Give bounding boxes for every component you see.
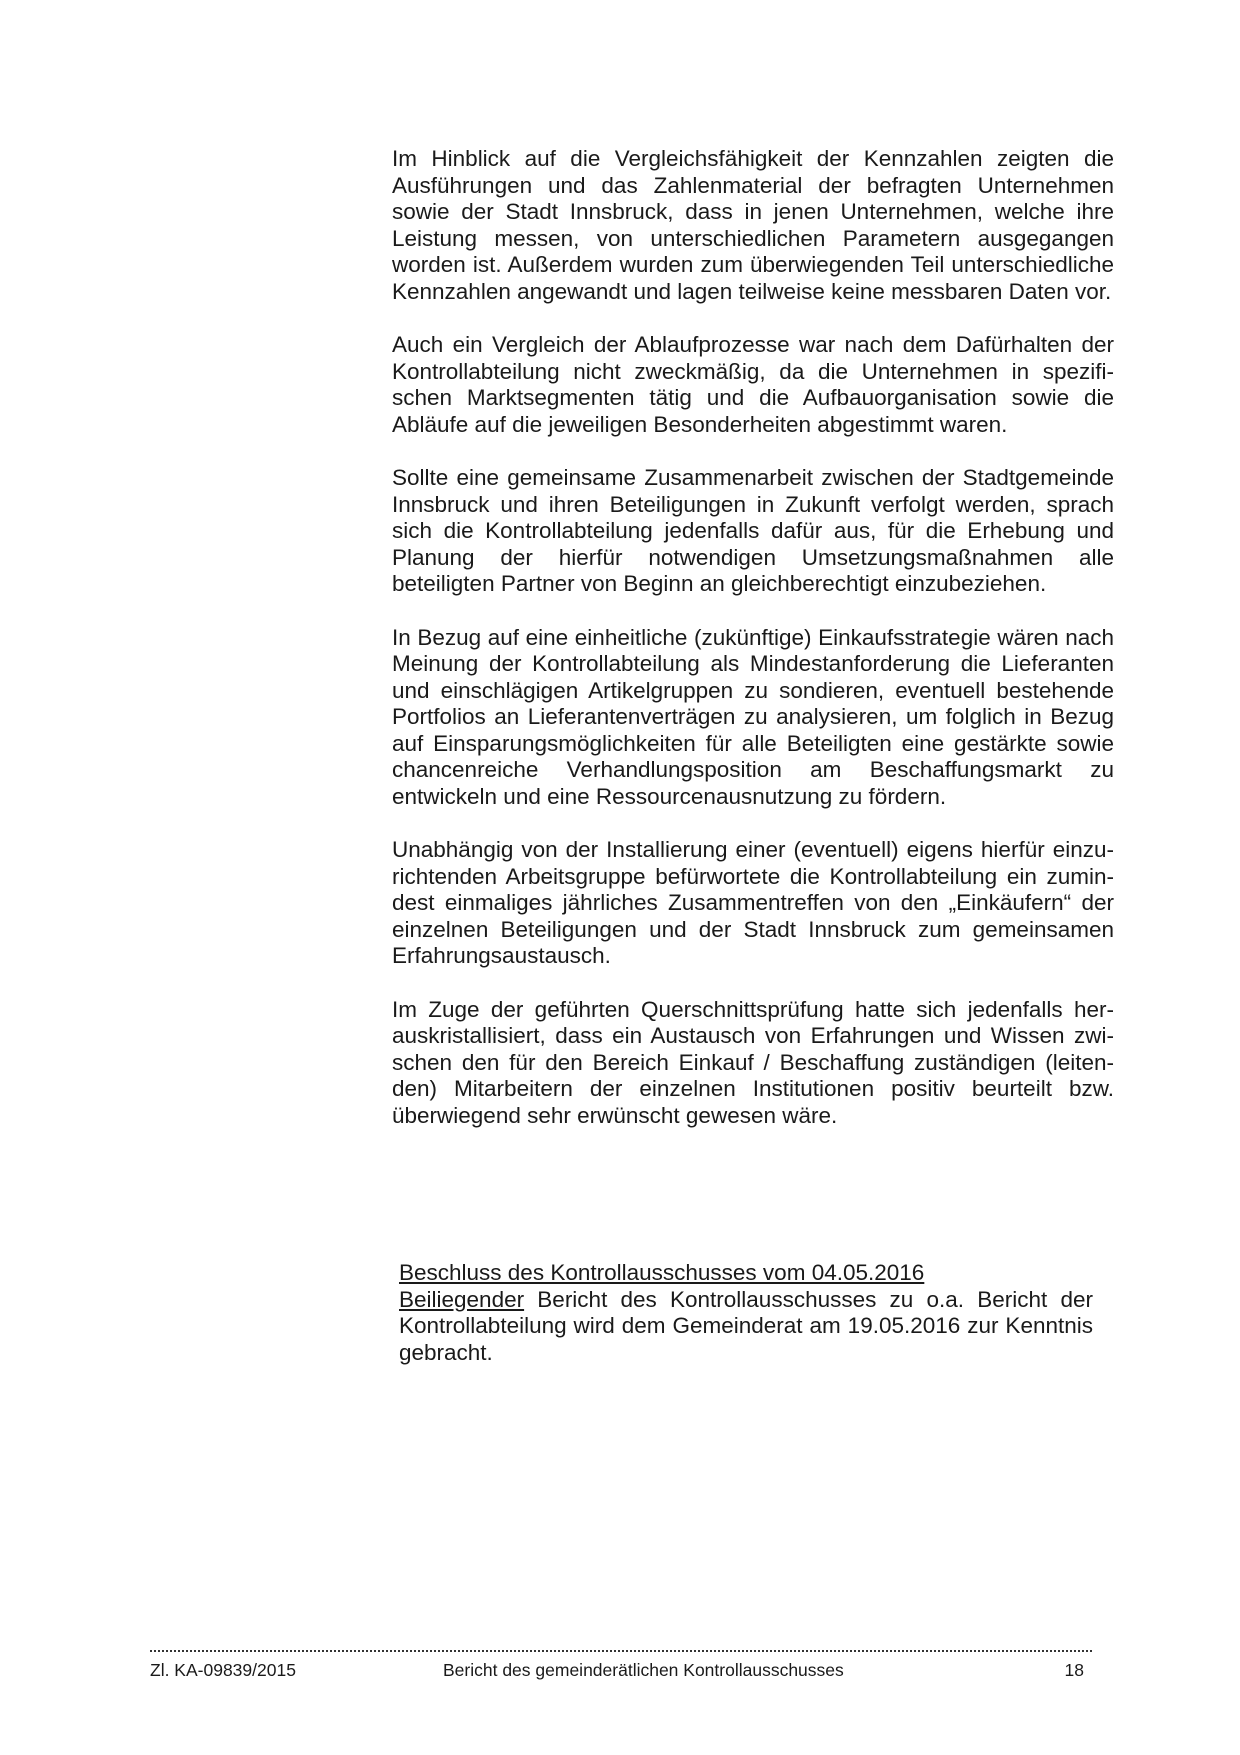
paragraph: In Bezug auf eine einheitliche (zukünftige) Einkaufsstrategie wären nach Meinung der Kontrollabteilung als Mindestanforderung die Lieferanten und einschlägigen Artikelgruppen zu sondieren, eventuell bestehende Portfolios an Lieferantenverträgen zu analysieren, um folglich in Bezug auf Einsparungsmöglichkeiten für alle Beteiligten eine gestärkte sowie chancenreiche Verhandlungsposition am Beschaffungsmarkt zu entwickeln und eine Ressourcenausnutzung zu fördern. <box>392 624 1114 809</box>
resolution-lead: Beiliegender <box>399 1286 525 1312</box>
resolution-heading: Beschluss des Kontrollausschusses vom 04.05.2016 <box>399 1260 925 1285</box>
resolution-text <box>399 1287 1093 1367</box>
committee-resolution <box>399 1260 1093 1366</box>
body-text <box>392 146 1114 1156</box>
page-number: 18 <box>1064 1660 1084 1680</box>
paragraph: Im Zuge der geführten Querschnittsprüfung hatte sich jedenfalls herauskristallisiert, dass ein Austausch von Erfahrungen und Wissen zwischen den für den Bereich Einkauf / Beschaffung zuständigen (leitenden) Mitarbeitern der einzelnen Institutionen positiv beurteilt bzw. überwiegend sehr erwünscht gewesen wäre. <box>392 996 1114 1128</box>
paragraph: Unabhängig von der Installierung einer (eventuell) eigens hierfür einzurichtenden Arbeitsgruppe befürwortete die Kontrollabteilung ein zumindest einmaliges jährliches Zusammentreffen von den „Einkäufern“ der einzelnen Beteiligungen und der Stadt Innsbruck zum gemeinsamen Erfahrungsaustausch. <box>392 837 1114 968</box>
paragraph: Im Hinblick auf die Vergleichsfähigkeit der Kennzahlen zeigten die Ausführungen und das Zahlenmaterial der befragten Unternehmen sowie der Stadt Innsbruck, dass in jenen Unternehmen, welche ihre Leistung messen, von unterschiedlichen Parametern ausgegangen worden ist. Außerdem wurden zum überwiegenden Teil unterschiedliche Kennzahlen angewandt und lagen teilweise keine messbaren Daten vor. <box>392 146 1114 304</box>
paragraph: Auch ein Vergleich der Ablaufprozesse war nach dem Dafürhalten der Kontrollabteilung nicht zweckmäßig, da die Unternehmen in spezifischen Marktsegmenten tätig und die Aufbauorganisation sowie die Abläufe auf die jeweiligen Besonderheiten abgestimmt waren. <box>392 332 1114 437</box>
footer-reference: Zl. KA-09839/2015 <box>150 1660 296 1680</box>
resolution-body: Bericht des Kontrollausschusses zu o.a. Bericht der Kontrollabteilung wird dem Gemeinderat am 19.05.2016 zur Kenntnis gebracht. <box>399 1286 1093 1365</box>
footer-divider <box>150 1640 1092 1652</box>
footer-title: Bericht des gemeinderätlichen Kontrollausschusses <box>443 1660 844 1680</box>
paragraph: Sollte eine gemeinsame Zusammenarbeit zwischen der Stadtgemeinde Innsbruck und ihren Beteiligungen in Zukunft verfolgt werden, sprach sich die Kontrollabteilung jedenfalls dafür aus, für die Erhebung und Planung der hierfür notwendigen Umsetzungsmaßnahmen alle beteiligten Partner von Beginn an gleichberechtigt einzubeziehen. <box>392 465 1114 596</box>
